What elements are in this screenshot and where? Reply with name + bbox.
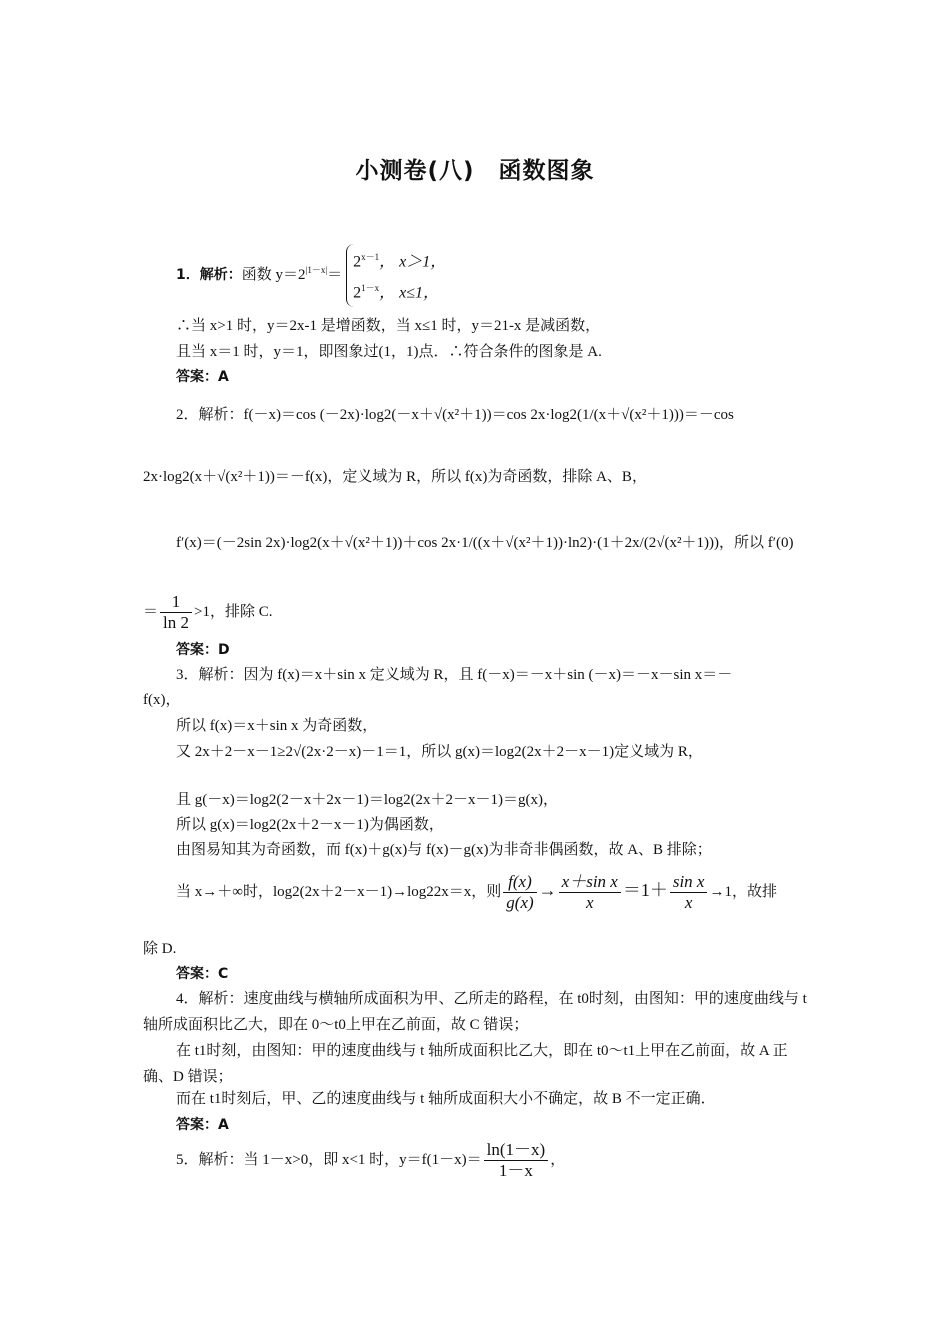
p3-line2: f(x)， [143,692,181,708]
p1-eq: ＝ [327,266,343,283]
p2-frac: $\frac{1}{\ln 2}$ [160,592,192,633]
p4-para1: 4．解析：速度曲线与横轴所成面积为甲、乙所走的路程，在 t0时刻，由图知：甲的速度曲线与 t 轴所成面积比乙大，即在 0～t0上甲在乙前面，故 C 错误； [143,991,807,1033]
p3-line9: 除 D. [143,941,177,957]
p1-line1 [176,244,446,307]
p2-line1: 2．解析：f(－x)＝cos (－2x)·log2(－x＋√(x²＋1))＝cos 2x·log2(1/(x＋√(x²＋1)))＝－cos [176,407,734,423]
p1-intro: 函数 y＝2 [241,266,306,283]
p3-line7: 由图易知其为奇函数，而 f(x)＋g(x)与 f(x)－g(x)为非奇非偶函数，故 A、B 排除； [176,842,712,858]
p1-piecewise: $2^{x-1}$， x＞1， $2^{1-x}$， x≤1， [346,244,446,307]
p3-line3: 所以 f(x)＝x＋sin x 为奇函数， [176,718,378,734]
p2-line2: 2x·log2(x＋√(x²＋1))＝－f(x)，定义域为 R，所以 f(x)为奇函数，排除 A、B， [143,469,647,485]
p5-line1: 5．解析：当 1－x>0，即 x<1 时，y＝f(1－x)＝ $\frac{\ln(1-x)}{1-x}$ ， [176,1140,566,1180]
p1-answer: 答案：A [176,369,229,385]
p3-line8: 当 x→＋∞时，log2(2x＋2－x－1)→log22x＝x，则 $\frac{f(x)}{g(x)}$ → $\frac{\text{x＋sin x}}{x}$ ＝1＋ $\frac{\text{sin x}}{x}$ →1，故排 [176,872,777,912]
p3-line6: 所以 g(x)＝log2(2x＋2－x－1)为偶函数， [176,817,444,833]
p3-answer: 答案：C [176,966,229,982]
p4-para3: 而在 t1时刻后，甲、乙的速度曲线与 t 轴所成面积大小不确定，故 B 不一定正确． [176,1091,716,1107]
p1-abs: |1－x| [305,264,328,275]
p4-para2: 在 t1时刻，由图知：甲的速度曲线与 t 轴所成面积比乙大，即在 t0～t1上甲在乙前面，故 A 正确、D 错误； [143,1043,788,1085]
p3-line5: 且 g(－x)＝log2(2－x＋2x－1)＝log2(2x＋2－x－1)＝g(x)， [176,792,559,808]
p3-line1: 3．解析：因为 f(x)＝x＋sin x 定义域为 R，且 f(－x)＝－x＋sin (－x)＝－x－sin x＝－ [176,667,733,683]
p5-frac: $\frac{\ln(1-x)}{1-x}$ [484,1140,549,1181]
p3-frac-sin: $\frac{\text{sin x}}{x}$ [670,872,708,913]
p1-label: 1．解析： [176,266,242,283]
p2-answer: 答案：D [176,642,230,658]
p1-line3: 且当 x＝1 时，y＝1，即图象过(1，1)点．∴符合条件的图象是 A. [176,344,602,360]
page-title: 小测卷(八) 函数图象 [355,158,595,184]
p3-frac-fg: $\frac{f(x)}{g(x)}$ [503,872,536,913]
p3-line4: 又 2x＋2－x－1≥2√(2x·2－x)－1＝1，所以 g(x)＝log2(2x＋2－x－1)定义域为 R， [176,744,703,760]
p3-frac-sum: $\frac{\text{x＋sin x}}{x}$ [559,872,621,913]
p1-line2: ∴当 x>1 时，y＝2x-1 是增函数，当 x≤1 时，y＝21-x 是减函数， [176,318,601,334]
p2-line4: ＝ $\frac{1}{\ln 2}$ >1，排除 C. [143,592,273,632]
p4-answer: 答案：A [176,1117,229,1133]
p2-line3: f′(x)＝(－2sin 2x)·log2(x＋√(x²＋1))＋cos 2x·1/((x＋√(x²＋1))·ln2)·(1＋2x/(2√(x²＋1)))，所以 f′(0) [176,535,794,551]
